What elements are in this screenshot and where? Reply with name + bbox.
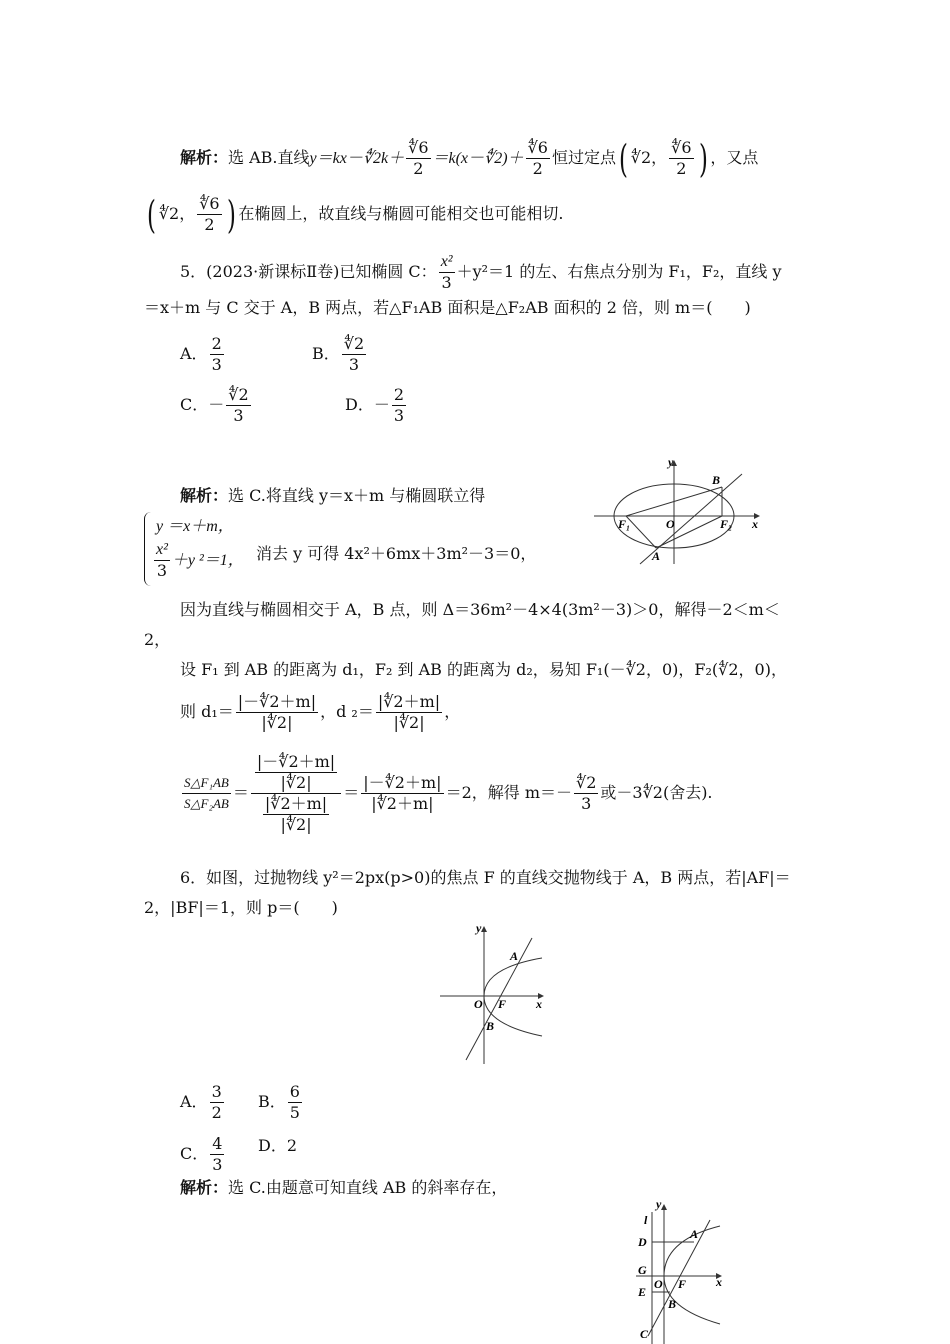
q5-stem-line2: ＝x＋m 与 C 交于 A，B 两点，若△F₁AB 面积是△F₂AB 面积的 2 倍，则 m＝( ) [144, 298, 751, 317]
q6-option-b: B． $\frac{6}{5}$ [258, 1082, 300, 1122]
q5-option-a: A． $\frac{2}{3}$ [180, 334, 222, 374]
label-l: l [644, 1213, 648, 1227]
label-f2: F₂ [720, 517, 733, 531]
q5-option-d: D．－ $\frac{2}{3}$ [345, 385, 405, 425]
label-d: D [638, 1235, 647, 1249]
label-b: B [486, 1019, 495, 1033]
label-x: x [536, 997, 542, 1011]
solution-label: 解析： [180, 148, 229, 167]
system-brace [144, 512, 151, 586]
sol5-eliminate: 消去 y 可得 4x²＋6mx＋3m²－3＝0， [256, 544, 537, 563]
label-o: O [666, 517, 675, 531]
label-o: O [654, 1277, 663, 1291]
label-f: F [498, 997, 507, 1011]
label-c: C [640, 1327, 649, 1341]
q6-stem-line2: 2，|BF|＝1，则 p＝( ) [144, 898, 338, 917]
y-axis-arrow [661, 1204, 667, 1210]
text: 恒过定点 [551, 148, 616, 167]
sol5-line4: 2， [144, 630, 171, 649]
fraction: $\frac{∜6}{2}$ [527, 138, 548, 178]
label-y: y [476, 921, 482, 935]
text: 选 AB.直线 [228, 148, 310, 167]
fraction: $\frac{∜6}{2}$ [199, 194, 220, 234]
label-y: y [668, 455, 674, 469]
y-axis-arrow [481, 926, 487, 932]
text: 在椭圆上，故直线与椭圆可能相交也可能相切. [238, 204, 564, 223]
q6-option-a: A． $\frac{3}{2}$ [180, 1082, 222, 1122]
sol6-line1: 解析：选 C.由题意可知直线 AB 的斜率存在， [180, 1178, 508, 1197]
system-eq2: $\frac{\text{x²}}{3}$ ＋y ²＝1， [156, 541, 244, 580]
system-eq1: y ＝x＋m， [156, 518, 234, 535]
q6-option-d: D．2 [258, 1136, 298, 1155]
parabola-directrix-figure [634, 1196, 730, 1344]
text: ，又点 [710, 148, 759, 167]
label-b: B [712, 473, 721, 487]
math: ∜2， [630, 148, 668, 167]
label-x: x [716, 1275, 722, 1289]
label-x: x [752, 517, 758, 531]
q5-option-c: C．－ $\frac{∜2}{3}$ [180, 385, 249, 425]
sol5-line5: 设 F₁ 到 AB 的距离为 d₁，F₂ 到 AB 的距离为 d₂，易知 F₁(－∜2，0)，F₂(∜2，0)， [180, 660, 787, 679]
label-y: y [656, 1197, 662, 1211]
q6-option-c: C． $\frac{4}{3}$ [180, 1134, 223, 1174]
label-g: G [638, 1263, 647, 1277]
label-f: F [678, 1277, 687, 1291]
sol5-line3: 因为直线与椭圆相交于 A，B 点，则 Δ＝36m²－4×4(3m²－3)＞0，解得－2＜m＜ [180, 600, 780, 619]
sol4-line2: ( ∜2， $\frac{∜6}{2}$ ) 在椭圆上，故直线与椭圆可能相交也可能相切. [146, 192, 564, 237]
math: ∜2， [158, 204, 196, 223]
label-e: E [638, 1285, 647, 1299]
fraction: $\frac{∜6}{2}$ [408, 138, 429, 178]
q5-option-b: B． $\frac{∜2}{3}$ [312, 334, 365, 374]
fraction: $\frac{∜6}{2}$ [671, 138, 692, 178]
q5-stem-line1: 5．(2023·新课标Ⅱ卷)已知椭圆 C： $\frac{\text{x²}}{3}$ ＋y²＝1 的左、右焦点分别为 F₁，F₂，直线 y [180, 253, 782, 292]
sol5-line6: 则 d₁＝ $\frac{|-∜2+m|}{|∜2|}$ ，d ₂＝ $\frac{|∜2+m|}{|∜2|}$ ， [180, 692, 461, 732]
label-o: O [474, 997, 483, 1011]
label-a: A [690, 1227, 699, 1241]
label-b: B [668, 1297, 677, 1311]
sol5-line1: 解析：选 C.将直线 y＝x＋m 与椭圆联立得 [180, 486, 486, 505]
sol4-line1: 解析：选 AB.直线y＝kx－∜2k＋ $\frac{∜6}{2}$ ＝k(x－∜2)＋ $\frac{∜6}{2}$ 恒过定点( ∜2， $\frac{∜6}{2}$ ) ，又点 [180, 136, 759, 181]
math: ＝k(x－∜2)＋ [432, 150, 524, 167]
label-f1: F₁ [618, 517, 631, 531]
math: y＝kx－∜2k＋ [309, 150, 405, 167]
label-a: A [652, 549, 661, 563]
fraction: $\frac{\text{x²}}{3}$ [440, 253, 453, 292]
label-a: A [510, 949, 519, 963]
q6-stem-line1: 6．如图，过抛物线 y²＝2px(p>0)的焦点 F 的直线交抛物线于 A，B 两点，若|AF|＝ [180, 868, 791, 887]
parabola-figure [436, 918, 550, 1066]
ellipse-figure [592, 452, 772, 568]
sol5-ratio: $\frac{\text{S△F₁AB}}{\text{S△F₂AB}}$ ＝ $\frac{\frac{|-∜2+m|}{|∜2|}}{\frac{|∜2+m|}{|∜2|}}$ ＝ $\frac{|-∜2+m|}{|∜2+m|}$ ＝2，解得 m＝－ $\frac{∜2}{3}$ 或－3∜2(舍去). [184, 752, 713, 834]
